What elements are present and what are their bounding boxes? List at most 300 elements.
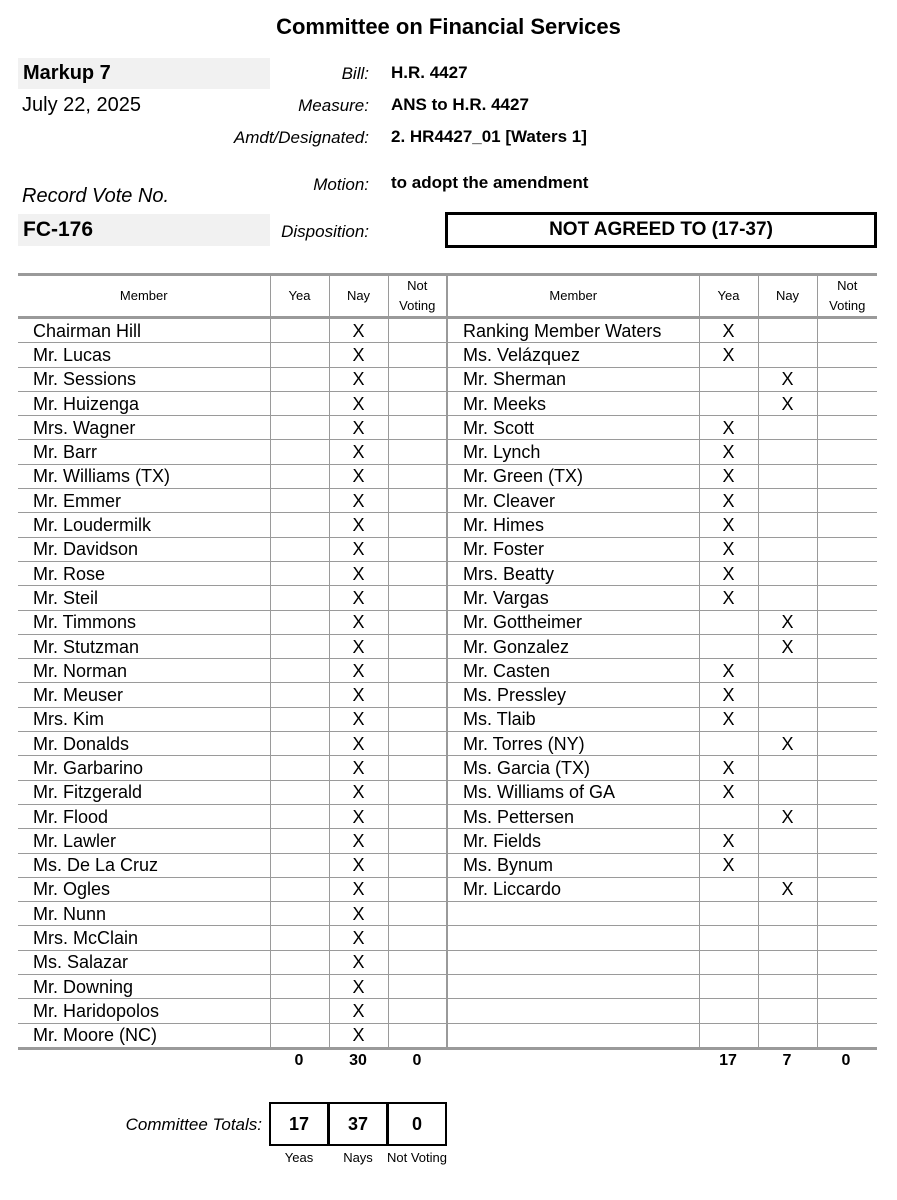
yea-mark: [270, 683, 329, 707]
not-voting-mark: [388, 586, 447, 610]
yea-mark: [699, 926, 758, 950]
not-voting-mark: [388, 343, 447, 367]
member-name: Mr. Scott: [447, 416, 699, 440]
not-voting-mark: [817, 999, 877, 1023]
nay-mark: [758, 440, 817, 464]
member-name: Mr. Downing: [18, 975, 270, 999]
member-name: Mr. Green (TX): [447, 464, 699, 488]
table-row: [18, 756, 877, 780]
not-voting-mark: [388, 756, 447, 780]
table-row: [18, 853, 877, 877]
motion-label: Motion:: [313, 175, 369, 194]
not-voting-mark: [817, 853, 877, 877]
table-row: [18, 707, 877, 731]
member-name: Ms. De La Cruz: [18, 853, 270, 877]
member-name: Mr. Lawler: [18, 829, 270, 853]
nay-mark: [758, 902, 817, 926]
table-row: [18, 391, 877, 415]
not-voting-mark: [388, 537, 447, 561]
yea-mark: X: [699, 561, 758, 585]
nay-mark: X: [329, 586, 388, 610]
nay-mark: X: [329, 440, 388, 464]
member-name: Mr. Nunn: [18, 902, 270, 926]
table-row: [18, 318, 877, 343]
vote-rows: [18, 318, 877, 1049]
committee-not-voting-total: 0: [387, 1102, 447, 1146]
table-row: [18, 561, 877, 585]
member-name: Ms. Tlaib: [447, 707, 699, 731]
nay-mark: [758, 999, 817, 1023]
nay-mark: [758, 464, 817, 488]
disposition-box: NOT AGREED TO (17-37): [445, 212, 877, 248]
yeas-caption: Yeas: [284, 1150, 314, 1165]
not-voting-mark: [817, 367, 877, 391]
nay-mark: X: [329, 489, 388, 513]
not-voting-mark: [817, 707, 877, 731]
yea-mark: X: [699, 318, 758, 343]
not-voting-mark: [817, 1023, 877, 1048]
yea-mark: [270, 975, 329, 999]
member-name: Mrs. Wagner: [18, 416, 270, 440]
yea-mark: [270, 950, 329, 974]
not-voting-mark: [817, 732, 877, 756]
not-voting-mark: [817, 343, 877, 367]
nay-mark: X: [758, 732, 817, 756]
yea-mark: X: [699, 707, 758, 731]
member-name: Ms. Garcia (TX): [447, 756, 699, 780]
member-name: Mrs. Kim: [18, 707, 270, 731]
not-voting-mark: [817, 489, 877, 513]
yea-mark: [270, 756, 329, 780]
nay-mark: X: [329, 367, 388, 391]
member-name: Mr. Gottheimer: [447, 610, 699, 634]
member-name: Mr. Emmer: [18, 489, 270, 513]
member-header-left: Member: [18, 275, 270, 318]
nay-mark: X: [329, 707, 388, 731]
not-voting-mark: [388, 732, 447, 756]
nay-mark: [758, 659, 817, 683]
nay-mark: X: [758, 367, 817, 391]
yea-mark: X: [699, 440, 758, 464]
table-row: [18, 1023, 877, 1048]
yea-mark: X: [699, 683, 758, 707]
nay-mark: [758, 1023, 817, 1048]
not-voting-mark: [388, 853, 447, 877]
yea-mark: [699, 902, 758, 926]
member-name: Mrs. Beatty: [447, 561, 699, 585]
not-voting-mark: [388, 1023, 447, 1048]
member-name: Mr. Liccardo: [447, 877, 699, 901]
not-voting-mark: [817, 902, 877, 926]
not-voting-mark: [388, 975, 447, 999]
nay-mark: X: [329, 318, 388, 343]
markup-date: July 22, 2025: [22, 94, 141, 116]
not-voting-mark: [388, 513, 447, 537]
left-not-voting-total: 0: [412, 1052, 422, 1069]
member-name: Mr. Steil: [18, 586, 270, 610]
nay-mark: [758, 756, 817, 780]
nay-mark: X: [758, 391, 817, 415]
table-row: [18, 464, 877, 488]
nay-mark: X: [329, 902, 388, 926]
not-voting-mark: [388, 877, 447, 901]
amdt-value: 2. HR4427_01 [Waters 1]: [391, 127, 587, 146]
member-name: Mr. Rose: [18, 561, 270, 585]
nay-mark: [758, 780, 817, 804]
yea-mark: [699, 367, 758, 391]
left-nay-total: 30: [349, 1052, 367, 1069]
yea-mark: [270, 999, 329, 1023]
member-name: Mr. Casten: [447, 659, 699, 683]
nay-mark: X: [758, 804, 817, 828]
nay-mark: X: [329, 659, 388, 683]
member-name: Ms. Pressley: [447, 683, 699, 707]
nay-mark: X: [329, 391, 388, 415]
yea-mark: [270, 780, 329, 804]
not-voting-mark: [388, 416, 447, 440]
not-voting-mark: [817, 975, 877, 999]
yea-mark: [270, 513, 329, 537]
member-name: [447, 975, 699, 999]
left-yea-total: 0: [294, 1052, 304, 1069]
yea-mark: X: [699, 829, 758, 853]
member-name: [447, 1023, 699, 1048]
table-row: [18, 999, 877, 1023]
member-name: [447, 926, 699, 950]
not-voting-mark: [817, 416, 877, 440]
not-voting-mark: [817, 780, 877, 804]
nay-mark: X: [329, 999, 388, 1023]
not-voting-header-left: Not Voting: [388, 275, 447, 318]
nay-mark: [758, 975, 817, 999]
yea-mark: X: [699, 513, 758, 537]
not-voting-mark: [817, 561, 877, 585]
yea-header-left: Yea: [270, 275, 329, 318]
member-name: Mr. Cleaver: [447, 489, 699, 513]
nay-mark: X: [329, 343, 388, 367]
nay-mark: X: [329, 464, 388, 488]
yea-mark: [699, 732, 758, 756]
member-name: Mr. Moore (NC): [18, 1023, 270, 1048]
table-row: [18, 537, 877, 561]
right-not-voting-total: 0: [841, 1052, 851, 1069]
not-voting-mark: [817, 659, 877, 683]
yea-mark: X: [699, 489, 758, 513]
member-name: [447, 902, 699, 926]
yea-header-right: Yea: [699, 275, 758, 318]
yea-mark: [699, 610, 758, 634]
nay-mark: X: [329, 610, 388, 634]
yea-mark: [270, 561, 329, 585]
member-name: Ms. Pettersen: [447, 804, 699, 828]
member-name: Mr. Haridopolos: [18, 999, 270, 1023]
table-header-row: [18, 275, 877, 318]
yea-mark: [270, 659, 329, 683]
not-voting-mark: [817, 391, 877, 415]
member-name: Mr. Donalds: [18, 732, 270, 756]
not-voting-mark: [817, 829, 877, 853]
not-voting-mark: [817, 610, 877, 634]
member-name: Mr. Himes: [447, 513, 699, 537]
member-name: Mr. Garbarino: [18, 756, 270, 780]
nays-caption: Nays: [343, 1150, 373, 1165]
nay-mark: [758, 683, 817, 707]
member-header-right: Member: [447, 275, 699, 318]
table-row: [18, 343, 877, 367]
not-voting-mark: [388, 780, 447, 804]
nay-mark: X: [758, 634, 817, 658]
table-row: [18, 489, 877, 513]
yea-mark: [270, 464, 329, 488]
nay-mark: [758, 513, 817, 537]
table-row: [18, 975, 877, 999]
nay-mark: X: [329, 683, 388, 707]
yea-mark: [270, 489, 329, 513]
yea-mark: [270, 586, 329, 610]
member-name: Mr. Davidson: [18, 537, 270, 561]
yea-mark: X: [699, 586, 758, 610]
measure-label: Measure:: [298, 96, 369, 115]
member-name: Mr. Fields: [447, 829, 699, 853]
record-vote-label: Record Vote No.: [22, 185, 170, 207]
table-row: [18, 950, 877, 974]
member-name: Mr. Sherman: [447, 367, 699, 391]
not-voting-mark: [817, 926, 877, 950]
yea-mark: [699, 1023, 758, 1048]
not-voting-mark: [388, 707, 447, 731]
yea-mark: X: [699, 659, 758, 683]
nay-mark: [758, 343, 817, 367]
committee-yeas-total: 17: [269, 1102, 329, 1146]
yea-mark: [270, 1023, 329, 1048]
measure-value: ANS to H.R. 4427: [391, 95, 529, 114]
committee-nays-total: 37: [328, 1102, 388, 1146]
yea-mark: [699, 634, 758, 658]
right-yea-total: 17: [719, 1052, 737, 1069]
yea-mark: [270, 853, 329, 877]
yea-mark: [699, 877, 758, 901]
member-name: Mr. Meeks: [447, 391, 699, 415]
member-name: Ms. Velázquez: [447, 343, 699, 367]
not-voting-mark: [817, 318, 877, 343]
nay-mark: X: [329, 804, 388, 828]
table-row: [18, 683, 877, 707]
yea-mark: [699, 804, 758, 828]
amdt-label: Amdt/Designated:: [233, 128, 369, 147]
yea-mark: [270, 902, 329, 926]
member-name: Mr. Fitzgerald: [18, 780, 270, 804]
yea-mark: [270, 829, 329, 853]
member-name: [447, 999, 699, 1023]
table-row: [18, 780, 877, 804]
yea-mark: [270, 440, 329, 464]
not-voting-mark: [388, 367, 447, 391]
nay-mark: X: [329, 829, 388, 853]
not-voting-mark: [817, 683, 877, 707]
motion-value: to adopt the amendment: [391, 173, 589, 192]
not-voting-mark: [817, 756, 877, 780]
nay-mark: [758, 853, 817, 877]
table-row: [18, 440, 877, 464]
table-row: [18, 416, 877, 440]
not-voting-mark: [388, 659, 447, 683]
not-voting-mark: [817, 586, 877, 610]
yea-mark: [270, 391, 329, 415]
not-voting-mark: [388, 318, 447, 343]
member-name: Mr. Norman: [18, 659, 270, 683]
member-name: Ms. Williams of GA: [447, 780, 699, 804]
member-name: Mr. Gonzalez: [447, 634, 699, 658]
nay-mark: X: [329, 732, 388, 756]
yea-mark: [699, 391, 758, 415]
not-voting-mark: [388, 829, 447, 853]
member-name: Mr. Barr: [18, 440, 270, 464]
member-name: Mr. Sessions: [18, 367, 270, 391]
nay-mark: X: [758, 877, 817, 901]
table-row: [18, 829, 877, 853]
table-row: [18, 804, 877, 828]
not-voting-mark: [817, 950, 877, 974]
table-row: [18, 902, 877, 926]
right-nay-total: 7: [782, 1052, 792, 1069]
not-voting-mark: [817, 877, 877, 901]
not-voting-mark: [817, 464, 877, 488]
not-voting-mark: [388, 610, 447, 634]
nay-mark: X: [329, 877, 388, 901]
not-voting-mark: [388, 440, 447, 464]
not-voting-mark: [388, 950, 447, 974]
member-name: Mr. Williams (TX): [18, 464, 270, 488]
yea-mark: [270, 877, 329, 901]
yea-mark: [699, 999, 758, 1023]
nay-mark: [758, 926, 817, 950]
nay-mark: X: [329, 950, 388, 974]
yea-mark: [270, 610, 329, 634]
nay-mark: X: [329, 537, 388, 561]
yea-mark: [270, 416, 329, 440]
not-voting-header-right: Not Voting: [817, 275, 877, 318]
table-row: [18, 634, 877, 658]
member-name: Mr. Vargas: [447, 586, 699, 610]
member-name: Ms. Salazar: [18, 950, 270, 974]
not-voting-mark: [817, 440, 877, 464]
yea-mark: X: [699, 416, 758, 440]
yea-mark: [270, 804, 329, 828]
not-voting-mark: [388, 804, 447, 828]
yea-mark: [699, 975, 758, 999]
table-row: [18, 586, 877, 610]
member-name: Mr. Flood: [18, 804, 270, 828]
not-voting-mark: [388, 489, 447, 513]
nay-mark: X: [329, 634, 388, 658]
nay-header-right: Nay: [758, 275, 817, 318]
member-name: Mr. Loudermilk: [18, 513, 270, 537]
yea-mark: [270, 634, 329, 658]
bill-value: H.R. 4427: [391, 63, 468, 82]
nay-mark: [758, 586, 817, 610]
member-name: Ms. Bynum: [447, 853, 699, 877]
member-name: Mr. Lynch: [447, 440, 699, 464]
yea-mark: [270, 537, 329, 561]
not-voting-mark: [388, 926, 447, 950]
nay-mark: X: [329, 926, 388, 950]
table-row: [18, 659, 877, 683]
nay-mark: [758, 829, 817, 853]
member-name: Chairman Hill: [18, 318, 270, 343]
yea-mark: [270, 318, 329, 343]
yea-mark: [270, 926, 329, 950]
member-name: [447, 950, 699, 974]
record-vote-number: FC-176: [18, 214, 270, 246]
nay-mark: X: [329, 1023, 388, 1048]
yea-mark: X: [699, 780, 758, 804]
nay-mark: [758, 416, 817, 440]
nay-header-left: Nay: [329, 275, 388, 318]
not-voting-mark: [817, 634, 877, 658]
member-name: Mr. Timmons: [18, 610, 270, 634]
not-voting-mark: [388, 999, 447, 1023]
vote-table: [18, 273, 877, 1050]
yea-mark: X: [699, 464, 758, 488]
nay-mark: [758, 318, 817, 343]
nay-mark: X: [329, 780, 388, 804]
nay-mark: X: [329, 416, 388, 440]
page-title: Committee on Financial Services: [276, 14, 621, 39]
not-voting-mark: [388, 683, 447, 707]
bill-label: Bill:: [341, 64, 369, 83]
member-name: Ranking Member Waters: [447, 318, 699, 343]
table-row: [18, 610, 877, 634]
nay-mark: [758, 707, 817, 731]
not-voting-mark: [817, 804, 877, 828]
markup-label: Markup 7: [18, 58, 270, 89]
nay-mark: [758, 537, 817, 561]
nay-mark: [758, 489, 817, 513]
nay-mark: X: [758, 610, 817, 634]
member-name: Mr. Lucas: [18, 343, 270, 367]
member-name: Mr. Ogles: [18, 877, 270, 901]
nay-mark: [758, 561, 817, 585]
not-voting-mark: [388, 391, 447, 415]
yea-mark: [270, 367, 329, 391]
member-name: Mrs. McClain: [18, 926, 270, 950]
not-voting-mark: [817, 513, 877, 537]
yea-mark: X: [699, 853, 758, 877]
not-voting-mark: [388, 561, 447, 585]
member-name: Mr. Meuser: [18, 683, 270, 707]
committee-totals-label: Committee Totals:: [125, 1115, 262, 1134]
yea-mark: X: [699, 756, 758, 780]
yea-mark: [270, 732, 329, 756]
table-row: [18, 877, 877, 901]
table-row: [18, 926, 877, 950]
not-voting-mark: [388, 634, 447, 658]
table-row: [18, 513, 877, 537]
yea-mark: [270, 343, 329, 367]
disposition-label: Disposition:: [281, 222, 369, 241]
nay-mark: X: [329, 513, 388, 537]
table-row: [18, 367, 877, 391]
yea-mark: [270, 707, 329, 731]
member-name: Mr. Huizenga: [18, 391, 270, 415]
not-voting-caption: Not Voting: [387, 1150, 447, 1165]
yea-mark: X: [699, 343, 758, 367]
nay-mark: X: [329, 561, 388, 585]
table-row: [18, 732, 877, 756]
member-name: Mr. Torres (NY): [447, 732, 699, 756]
nay-mark: X: [329, 975, 388, 999]
member-name: Mr. Foster: [447, 537, 699, 561]
